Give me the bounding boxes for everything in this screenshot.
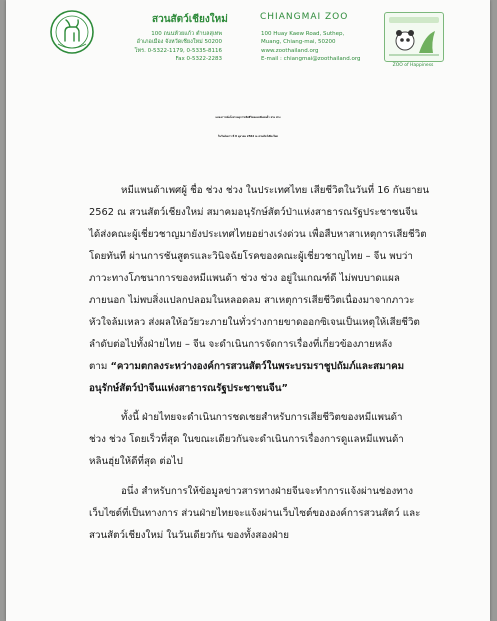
zoo-of-happiness-logo — [384, 12, 444, 62]
agreement-quote: “ความตกลงระหว่างองค์การสวนสัตว์ในพระบรมราชูปถัมภ์และสมาคม — [110, 361, 405, 372]
paragraph-1-line: โดยทันที ผ่านการชันสูตรและวินิจฉัยโรคของคณะผู้เชี่ยวชาญไทย – จีน พบว่า — [89, 251, 413, 262]
paragraph-1-line: ภาวะทางโภชนาการของหมีแพนด้า ช่วง ช่วง อยู่ในเกณฑ์ดี ไม่พบบาดแผล — [89, 273, 400, 284]
thai-address: 100 ถนนห้วยแก้ว ตำบลสุเทพ อำเภอเมือง จังหวัดเชียงใหม่ 50200 โทร. 0-5322-1179, 0-5335-8116 Fax 0-5322-2283 — [134, 31, 222, 63]
paragraph-1-line: ภายนอก ไม่พบสิ่งแปลกปลอมในหลอดลม สาเหตุการเสียชีวิตเนื่องมาจากภาวะ — [89, 295, 415, 306]
paragraph-1-quote-line: ตาม “ความตกลงระหว่างองค์การสวนสัตว์ในพระบรมราชูปถัมภ์และสมาคม — [89, 361, 405, 372]
paragraph-2-line: หลินฮุ่ยให้ดีที่สุด ต่อไป — [89, 456, 183, 467]
paragraph-3-line: สวนสัตว์เชียงใหม่ ในวันเดียวกัน ของทั้งสองฝ่าย — [89, 530, 289, 541]
zoo-english-name: CHIANGMAI ZOO — [260, 12, 349, 22]
paragraph-2-line: ทั้งนี้ ฝ่ายไทยจะดำเนินการชดเชยสำหรับการเสียชีวิตของหมีแพนด้า — [121, 412, 403, 423]
paragraph-1-line: ลำดับต่อไปทั้งฝ่ายไทย – จีน จะดำเนินการจัดการเรื่องที่เกี่ยวข้องภายหลัง — [89, 339, 393, 350]
paragraph-1-line: 2562 ณ สวนสัตว์เชียงใหม่ สมาคมอนุรักษ์สัตว์ป่าแห่งสาธารณรัฐประชาชนจีน — [89, 207, 418, 218]
english-address: 100 Huay Kaew Road, Suthep, Muang, Chiang-mai, 50200 www.zoothailand.org E-mail : chiangmai@zoothailand.org — [261, 31, 361, 63]
paragraph-1-line: หัวใจล้มเหลว ส่งผลให้อวัยวะภายในทั่วร่างกายขาดออกซิเจนเป็นเหตุให้เสียชีวิต — [89, 317, 420, 328]
paragraph-3-line: เว็บไซต์ที่เป็นทางการ ส่วนฝ่ายไทยจะแจ้งผ่านเว็บไซต์ขององค์การสวนสัตว์ และ — [89, 508, 421, 519]
statement-title-line1: แถลงการณ์แจ้งสาเหตุการเสียชีวิตของหมีแพนด้า ช่วง ช่วง — [215, 116, 281, 119]
zoo-emblem-logo — [50, 10, 94, 54]
zoo-thai-name: สวนสัตว์เชียงใหม่ — [152, 14, 228, 25]
paragraph-2-line: ช่วง ช่วง โดยเร็วที่สุด ในขณะเดียวกันจะดำเนินการเรื่องการดูแลหมีแพนด้า — [89, 434, 404, 445]
agreement-quote-line2: อนุรักษ์สัตว์ป่าจีนแห่งสาธารณรัฐประชาชนจีน” — [89, 383, 288, 394]
document-page — [6, 0, 490, 621]
right-logo-caption: ZOO of Happiness — [392, 63, 434, 68]
statement-title-line2: ในวันอังคาร ที่ 8 ตุลาคม 2562 ณ สวนสัตว์เชียงใหม่ — [217, 135, 279, 138]
paragraph-1-line: หมีแพนด้าเพศผู้ ชื่อ ช่วง ช่วง ในประเทศไทย เสียชีวิตในวันที่ 16 กันยายน — [121, 185, 430, 196]
paragraph-1-line: ได้ส่งคณะผู้เชี่ยวชาญมายังประเทศไทยอย่างเร่งด่วน เพื่อสืบหาสาเหตุการเสียชีวิต — [89, 229, 427, 240]
paragraph-3-line: อนึ่ง สำหรับการให้ข้อมูลข่าวสารทางฝ่ายจีนจะทำการแจ้งผ่านช่องทาง — [121, 486, 413, 497]
